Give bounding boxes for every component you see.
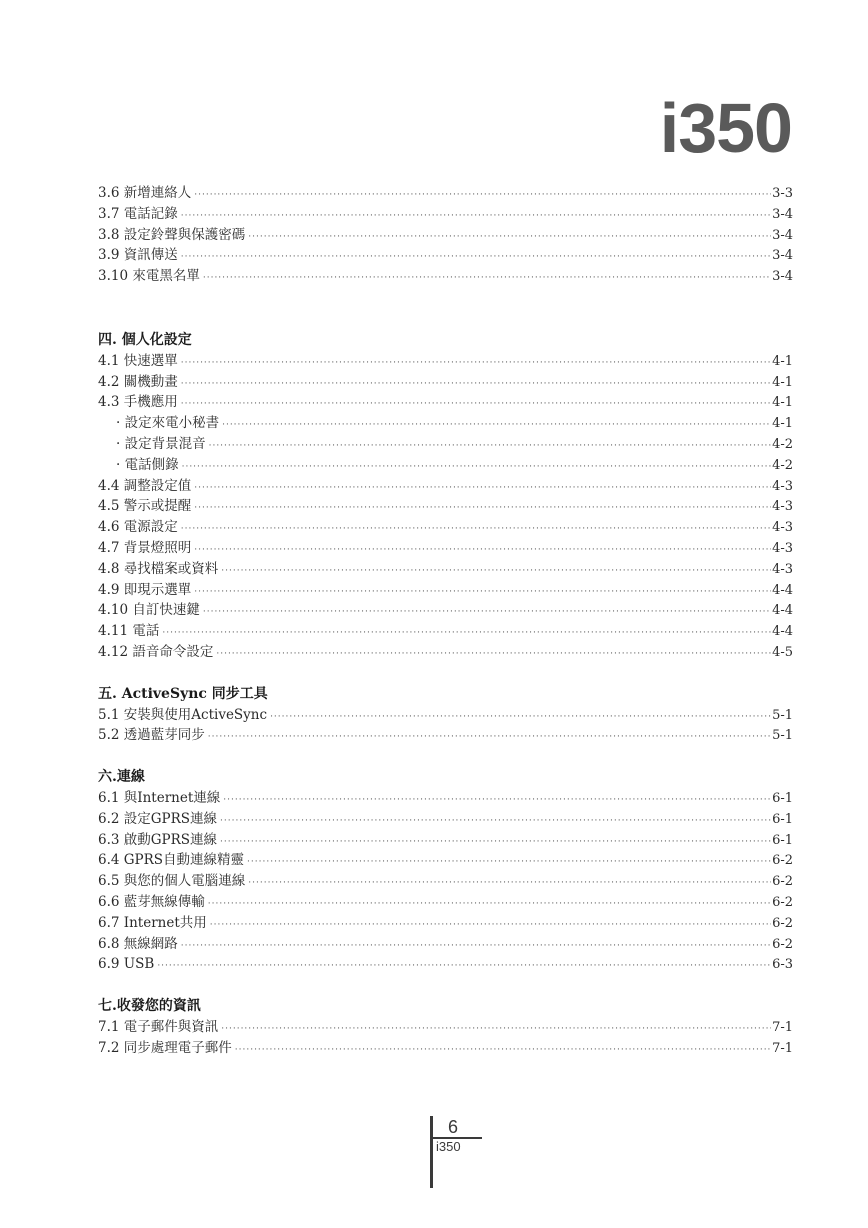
toc-entry[interactable] — [98, 496, 793, 517]
toc-leader — [182, 457, 771, 478]
toc-leader — [210, 915, 771, 936]
brand-title: i350 — [659, 89, 792, 167]
toc-entry-label: 4.1 快速選單 — [98, 352, 178, 369]
toc-entry-page: 4-4 — [772, 582, 793, 598]
toc-entry[interactable] — [98, 705, 793, 726]
section-heading: 六.連線 — [98, 769, 145, 786]
toc-subentry[interactable] — [98, 413, 793, 434]
toc-leader — [194, 540, 771, 561]
toc-entry[interactable] — [98, 580, 793, 601]
toc-entry-label: 4.2 關機動畫 — [98, 373, 178, 390]
footer-divider-vertical — [430, 1116, 433, 1188]
toc-entry[interactable] — [98, 225, 793, 246]
toc-entry-page: 4-3 — [772, 499, 793, 515]
toc-entry-page: 4-1 — [772, 395, 793, 411]
toc-entry[interactable] — [98, 245, 793, 266]
toc-entry-label: 4.11 電話 — [98, 623, 160, 640]
toc-entry-label: 6.8 無線網路 — [98, 935, 178, 952]
toc-leader — [248, 227, 771, 248]
toc-entry-label: 6.4 GPRS自動連線精靈 — [98, 852, 245, 869]
toc-leader — [203, 268, 771, 289]
toc-entry-label: 3.8 設定鈴聲與保護密碼 — [98, 226, 246, 243]
toc-entry[interactable] — [98, 621, 793, 642]
toc-entry-label: 4.5 警示或提醒 — [98, 498, 192, 515]
toc-leader — [181, 247, 771, 268]
toc-leader — [194, 185, 771, 206]
toc-leader — [216, 644, 771, 665]
toc-leader — [181, 206, 771, 227]
toc-entry-label: 4.10 自訂快速鍵 — [98, 602, 200, 619]
page-number: 6 — [448, 1117, 459, 1137]
toc-entry[interactable] — [98, 871, 793, 892]
toc-entry[interactable] — [98, 1017, 793, 1038]
toc-entry-label: 6.7 Internet共用 — [98, 914, 207, 931]
toc-entry-page: 4-4 — [772, 603, 793, 619]
toc-entry-page: 6-2 — [772, 915, 793, 931]
toc-entry[interactable] — [98, 183, 793, 204]
toc-leader — [181, 936, 771, 957]
toc-entry-label: 7.1 電子郵件與資訊 — [98, 1018, 219, 1035]
toc-entry[interactable] — [98, 913, 793, 934]
toc-entry[interactable] — [98, 600, 793, 621]
toc-entry[interactable] — [98, 372, 793, 393]
toc-leader — [181, 374, 771, 395]
toc-leader — [222, 415, 771, 436]
toc-entry[interactable] — [98, 642, 793, 663]
toc-entry-page: 4-5 — [772, 644, 793, 660]
toc-leader — [208, 894, 771, 915]
toc-entry-page: 6-2 — [772, 853, 793, 869]
toc-leader — [235, 1040, 771, 1061]
toc-entry-page: 4-2 — [772, 436, 793, 452]
toc-entry-page: 6-1 — [772, 790, 793, 806]
toc-leader — [247, 852, 771, 873]
toc-entry-page: 4-1 — [772, 353, 793, 369]
toc-entry-label: 7.2 同步處理電子郵件 — [98, 1039, 232, 1056]
toc-entry[interactable] — [98, 351, 793, 372]
toc-leader — [220, 832, 771, 853]
toc-entry[interactable] — [98, 517, 793, 538]
toc-leader — [270, 707, 771, 728]
toc-entry-label: 4.12 語音命令設定 — [98, 643, 214, 660]
toc-entry-page: 6-3 — [772, 957, 793, 973]
toc-leader — [181, 519, 771, 540]
toc-entry-label: 4.8 尋找檔案或資料 — [98, 560, 219, 577]
toc-leader — [194, 478, 771, 499]
toc-entry-label: 5.1 安裝與使用ActiveSync — [98, 706, 268, 723]
toc-entry-label: 6.6 藍芽無線傳輸 — [98, 893, 205, 910]
toc-entry-page: 4-2 — [772, 457, 793, 473]
page-footer — [430, 1116, 490, 1188]
toc-entry-page: 4-4 — [772, 624, 793, 640]
toc-entry[interactable] — [98, 934, 793, 955]
toc-entry-label: 6.9 USB — [98, 956, 155, 973]
toc-entry-page: 6-1 — [772, 811, 793, 827]
toc-entry-label: · 設定背景混音 — [116, 435, 206, 452]
toc-entry[interactable] — [98, 725, 793, 746]
toc-entry-page: 6-2 — [772, 874, 793, 890]
toc-entry-label: 4.4 調整設定值 — [98, 477, 192, 494]
toc-leader — [203, 602, 771, 623]
toc-entry-label: 6.5 與您的個人電腦連線 — [98, 873, 246, 890]
toc-entry[interactable] — [98, 809, 793, 830]
toc-entry-page: 4-3 — [772, 540, 793, 556]
toc-entry-page: 3-3 — [772, 186, 793, 201]
toc-entry-page: 3-4 — [772, 269, 793, 285]
toc-entry[interactable] — [98, 204, 793, 225]
toc-entry-page: 3-4 — [772, 206, 793, 222]
toc-entry-label: 4.6 電源設定 — [98, 519, 178, 536]
toc-entry-page: 5-1 — [772, 728, 793, 744]
toc-entry-page: 4-1 — [772, 374, 793, 390]
toc-entry-label: 3.7 電話記錄 — [98, 205, 178, 222]
table-of-contents — [98, 183, 793, 1058]
toc-entry-page: 7-1 — [772, 1019, 793, 1035]
toc-entry[interactable] — [98, 1038, 793, 1059]
toc-entry-page: 4-3 — [772, 478, 793, 494]
toc-entry-page: 4-1 — [772, 416, 793, 432]
toc-entry-page: 6-1 — [772, 832, 793, 848]
toc-entry[interactable] — [98, 392, 793, 413]
toc-leader — [181, 353, 771, 374]
toc-entry-label: 4.9 即現示選單 — [98, 581, 192, 598]
toc-entry-page: 5-1 — [772, 707, 793, 723]
toc-entry-page: 3-4 — [772, 248, 793, 264]
toc-leader — [223, 790, 771, 811]
toc-entry[interactable] — [98, 559, 793, 580]
toc-leader — [157, 956, 771, 977]
section-heading: 五. ActiveSync 同步工具 — [98, 685, 268, 702]
toc-entry[interactable] — [98, 788, 793, 809]
toc-entry-label: · 電話側錄 — [116, 456, 179, 473]
toc-entry[interactable] — [98, 850, 793, 871]
toc-entry-page: 4-3 — [772, 520, 793, 536]
toc-leader — [194, 582, 771, 603]
toc-entry-label: 5.2 透過藍芽同步 — [98, 727, 205, 744]
toc-entry[interactable] — [98, 476, 793, 497]
toc-entry-label: 3.6 新增連絡人 — [98, 185, 192, 201]
toc-entry-label: 3.9 資訊傳送 — [98, 247, 178, 264]
toc-leader — [248, 873, 771, 894]
toc-entry[interactable] — [98, 954, 793, 975]
toc-entry[interactable] — [98, 266, 793, 287]
toc-entry-page: 7-1 — [772, 1040, 793, 1056]
toc-subentry[interactable] — [98, 455, 793, 476]
section-heading: 七.收發您的資訊 — [98, 998, 201, 1015]
toc-entry-label: 3.10 來電黑名單 — [98, 268, 200, 285]
toc-entry-page: 6-2 — [772, 936, 793, 952]
toc-entry-label: 4.3 手機應用 — [98, 394, 178, 411]
toc-entry[interactable] — [98, 538, 793, 559]
toc-entry-label: · 設定來電小秘書 — [116, 415, 220, 432]
toc-entry-page: 6-2 — [772, 894, 793, 910]
section-heading: 四. 個人化設定 — [98, 331, 192, 348]
toc-entry[interactable] — [98, 892, 793, 913]
toc-leader — [209, 436, 771, 457]
toc-leader — [208, 727, 771, 748]
toc-entry[interactable] — [98, 830, 793, 851]
toc-leader — [194, 498, 771, 519]
toc-entry-label: 6.1 與Internet連線 — [98, 789, 221, 806]
toc-entry-label: 6.3 啟動GPRS連線 — [98, 831, 218, 848]
toc-leader — [221, 561, 771, 582]
toc-entry-label: 6.2 設定GPRS連線 — [98, 810, 218, 827]
footer-model-name: i350 — [436, 1139, 461, 1154]
toc-leader — [181, 394, 771, 415]
toc-entry-page: 3-4 — [772, 227, 793, 243]
toc-entry-label: 4.7 背景燈照明 — [98, 539, 192, 556]
toc-entry-page: 4-3 — [772, 561, 793, 577]
toc-subentry[interactable] — [98, 434, 793, 455]
toc-leader — [220, 811, 771, 832]
toc-leader — [162, 623, 771, 644]
toc-leader — [221, 1019, 771, 1040]
